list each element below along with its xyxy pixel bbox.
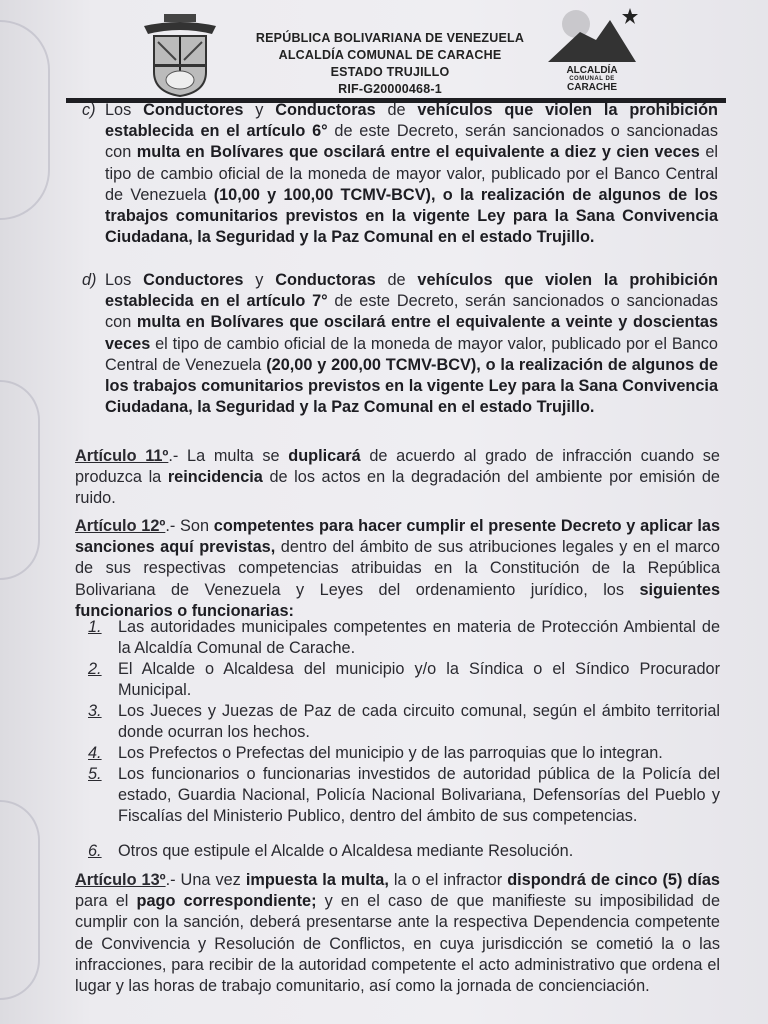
- text-run: Los: [105, 271, 144, 289]
- letterhead-line: REPÚBLICA BOLIVARIANA DE VENEZUELA: [255, 31, 525, 45]
- list-text: Los funcionarios o funcionarias investidos de autoridad pública de la Policía del estado, Guardia Nacional, Policía Nacional Bolivariana, Defensorías del Pueblo y Fiscalías del Ministerio Publico, dentro del ámbito de sus competencias.: [118, 765, 720, 826]
- logo-caption-line: COMUNAL DE: [569, 76, 615, 82]
- text-run: de este Decreto, serán sancionados o sancionadas con: [105, 292, 718, 332]
- letterhead-line: ESTADO TRUJILLO: [330, 65, 450, 79]
- article-13: [75, 870, 720, 997]
- bold-text: competentes para hacer cumplir el presente Decreto y aplicar las sanciones aquí previstas,: [75, 517, 720, 557]
- logo-caption-line: CARACHE: [567, 82, 617, 93]
- text-run: y en el caso de que manifieste su imposibilidad de cumplir con la sanción, deberá presentarse ante la respectiva Dependencia competente de Convivencia y Resolución de Conflictos, en cuya jurisdicción se cometió la o las infracciones, para recibir de la autoridad competente el acto administrativo que ordena el lugar y las horas de trabajo comunitario, así como la jornada de concienciación.: [75, 892, 721, 996]
- stamp-mark: [0, 380, 40, 580]
- clause-c-label: c): [82, 101, 96, 119]
- text-run: Los: [105, 101, 144, 119]
- text-run: de acuerdo al grado de infracción cuando se produzca la: [75, 447, 720, 487]
- text-run: de: [375, 101, 418, 119]
- bold-text: vehículos que violen la prohibición establecida en el artículo 6°: [105, 101, 718, 141]
- bold-text: multa en Bolívares que oscilará entre el equivalente a diez y cien veces: [136, 143, 700, 162]
- bold-text: siguientes funcionarios o funcionarias:: [75, 580, 720, 620]
- list-text: Las autoridades municipales competentes en materia de Protección Ambiental de la Alcaldía Comunal de Carache.: [118, 618, 720, 658]
- article-heading: Artículo 12º: [75, 517, 166, 535]
- list-item: [88, 764, 720, 828]
- list-number: 6.: [88, 842, 102, 860]
- letterhead: [0, 0, 768, 104]
- list-number: 4.: [88, 744, 102, 762]
- bold-text: impuesta la multa,: [245, 871, 389, 889]
- list-number: 1.: [88, 618, 102, 636]
- article-12: [75, 516, 720, 622]
- bold-text: multa en Bolívares que oscilará entre el equivalente a veinte y doscientas veces: [105, 313, 719, 353]
- list-item: [88, 743, 720, 764]
- coat-of-arms-logo: [142, 12, 218, 98]
- clause-d: [105, 270, 718, 418]
- stamp-mark: [0, 800, 40, 1000]
- logo-caption: [552, 66, 632, 93]
- article-11: [75, 446, 720, 510]
- list-item: [88, 841, 720, 862]
- text-run: de: [375, 271, 418, 289]
- list-item: [88, 701, 720, 743]
- article-heading: Artículo 13º: [75, 871, 166, 889]
- list-text: Otros que estipule el Alcalde o Alcaldesa mediante Resolución.: [118, 842, 574, 860]
- text-run: de los actos en la degradación del ambiente por emisión de ruido.: [75, 468, 720, 508]
- text-run: la o el infractor: [388, 871, 508, 889]
- text-run: de este Decreto, serán sancionados o sancionadas con: [105, 122, 718, 162]
- letterhead-line: ALCALDÍA COMUNAL DE CARACHE: [278, 48, 502, 62]
- list-text: El Alcalde o Alcaldesa del municipio y/o la Síndica o el Síndico Procurador Municipal.: [118, 660, 720, 700]
- bold-text: Conductoras: [275, 271, 376, 289]
- bold-text: (20,00 y 200,00 TCMV-BCV), o la realización de algunos de los trabajos comunitarios previstos en la vigente Ley para la Sana Convivencia Ciudadana, la Seguridad y la Paz Comunal en el estado Trujillo.: [105, 355, 718, 417]
- clause-c: [105, 100, 718, 248]
- text-run: dentro del ámbito de sus atribuciones legales y en el marco de sus respectivas competencias atribuidas en la Constitución de la República Bolivariana de Venezuela y Leyes del ordenamiento jurídico, los: [75, 538, 720, 599]
- list-text: Los Prefectos o Prefectas del municipio y de las parroquias que lo integran.: [118, 744, 663, 762]
- bold-text: (10,00 y 100,00 TCMV-BCV), o la realización de algunos de los trabajos comunitarios previstos en la vigente Ley para la Sana Convivencia Ciudadana, la Seguridad y la Paz Comunal en el estado Trujillo.: [105, 185, 718, 247]
- clause-d-label: d): [82, 271, 97, 289]
- text-run: para el: [75, 892, 137, 911]
- bold-text: reincidencia: [167, 468, 263, 487]
- list-number: 5.: [88, 765, 102, 783]
- letterhead-line: RIF-G20000468-1: [338, 82, 442, 96]
- letterhead-text: [230, 30, 550, 98]
- bold-text: Conductoras: [275, 101, 376, 119]
- bold-text: vehículos que violen la prohibición establecida en el artículo 7°: [105, 271, 718, 311]
- article-heading: Artículo 11º: [75, 447, 169, 465]
- list-text: Los Jueces y Juezas de Paz de cada circuito comunal, según el ámbito territorial donde ocurran los hechos.: [118, 702, 720, 742]
- list-item: [88, 659, 720, 701]
- bold-text: dispondrá de cinco (5) días: [507, 871, 720, 889]
- text-run: .- Son: [165, 517, 214, 535]
- bold-text: pago correspondiente;: [136, 892, 317, 911]
- text-run: .- Una vez: [165, 871, 246, 889]
- text-run: y: [243, 271, 276, 289]
- logo-caption-line: ALCALDÍA: [566, 65, 618, 76]
- bold-text: Conductores: [143, 271, 244, 289]
- bold-text: Conductores: [143, 101, 244, 119]
- text-run: y: [243, 101, 276, 119]
- text-run: el tipo de cambio oficial de la moneda de mayor valor, publicado por el Banco Central de Venezuela: [105, 143, 719, 204]
- text-run: .- La multa se: [168, 447, 289, 465]
- bold-text: duplicará: [288, 447, 361, 465]
- list-number: 3.: [88, 702, 102, 720]
- list-number: 2.: [88, 660, 102, 678]
- list-item: [88, 617, 720, 659]
- text-run: el tipo de cambio oficial de la moneda de mayor valor, publicado por el Banco Central de Venezuela: [105, 334, 718, 374]
